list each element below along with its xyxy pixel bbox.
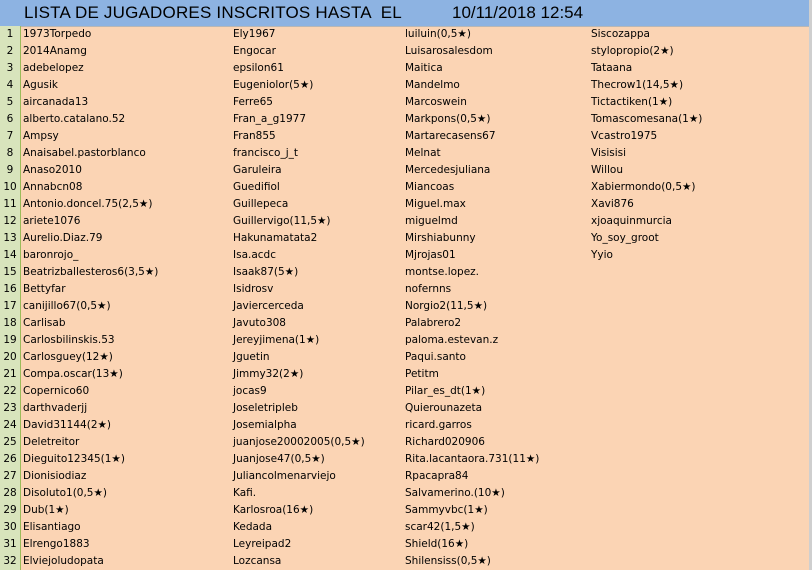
player-cell[interactable]: Guedifiol xyxy=(233,181,280,193)
player-cell[interactable]: Melnat xyxy=(405,147,441,159)
row-number: 17 xyxy=(3,300,17,312)
player-cell[interactable]: David31144(2★) xyxy=(23,419,112,431)
player-cell[interactable]: Compa.oscar(13★) xyxy=(23,368,123,380)
row-number-column xyxy=(0,26,21,570)
player-cell[interactable]: Joseletripleb xyxy=(233,402,298,414)
header-bar xyxy=(0,0,812,27)
row-number: 1 xyxy=(6,28,14,40)
row-number: 30 xyxy=(3,521,17,533)
row-number: 29 xyxy=(3,504,17,516)
player-cell[interactable]: luiluin(0,5★) xyxy=(405,28,471,40)
player-cell[interactable]: Miguel.max xyxy=(405,198,466,210)
row-number: 23 xyxy=(3,402,17,414)
player-cell[interactable]: Tictactiken(1★) xyxy=(591,96,673,108)
player-cell[interactable]: Hakunamatata2 xyxy=(233,232,318,244)
player-column-2 xyxy=(233,26,401,570)
player-cell[interactable]: Mjrojas01 xyxy=(405,249,456,261)
row-number: 8 xyxy=(6,147,14,159)
row-number: 27 xyxy=(3,470,17,482)
player-cell[interactable]: canijillo67(0,5★) xyxy=(23,300,111,312)
player-cell[interactable]: Isidrosv xyxy=(233,283,274,295)
player-cell[interactable]: Antonio.doncel.75(2,5★) xyxy=(23,198,153,210)
player-cell[interactable]: Juliancolmenarviejo xyxy=(233,470,336,482)
player-column-4 xyxy=(591,26,809,570)
player-cell[interactable]: Petitm xyxy=(405,368,439,380)
player-cell[interactable]: Carlisab xyxy=(23,317,66,329)
player-cell[interactable]: Thecrow1(14,5★) xyxy=(591,79,684,91)
player-cell[interactable]: Engocar xyxy=(233,45,276,57)
row-number: 19 xyxy=(3,334,17,346)
row-number: 12 xyxy=(3,215,17,227)
player-cell[interactable]: Shilensiss(0,5★) xyxy=(405,555,491,567)
player-cell[interactable]: Garuleira xyxy=(233,164,282,176)
player-cell[interactable]: Lozcansa xyxy=(233,555,282,567)
player-cell[interactable]: Bettyfar xyxy=(23,283,66,295)
player-cell[interactable]: Agusik xyxy=(23,79,58,91)
player-cell[interactable]: adebelopez xyxy=(23,62,84,74)
player-cell[interactable]: Jguetin xyxy=(233,351,270,363)
player-cell[interactable]: ariete1076 xyxy=(23,215,81,227)
player-cell[interactable]: Isaak87(5★) xyxy=(233,266,299,278)
player-cell[interactable]: darthvaderjj xyxy=(23,402,88,414)
row-number: 28 xyxy=(3,487,17,499)
player-cell[interactable]: Josemialpha xyxy=(233,419,297,431)
player-cell[interactable]: Tomascomesana(1★) xyxy=(591,113,703,125)
player-cell[interactable]: scar42(1,5★) xyxy=(405,521,475,533)
player-cell[interactable]: Shield(16★) xyxy=(405,538,469,550)
player-cell[interactable]: aircanada13 xyxy=(23,96,89,108)
row-number: 5 xyxy=(6,96,14,108)
player-cell[interactable]: Carlosbilinskis.53 xyxy=(23,334,115,346)
player-cell[interactable]: Yo_soy_groot xyxy=(591,232,659,244)
player-cell[interactable]: Rpacapra84 xyxy=(405,470,469,482)
player-cell[interactable]: francisco_j_t xyxy=(233,147,298,159)
player-cell[interactable]: Mercedesjuliana xyxy=(405,164,491,176)
row-number: 22 xyxy=(3,385,17,397)
player-cell[interactable]: Mandelmo xyxy=(405,79,460,91)
player-cell[interactable]: nofernns xyxy=(405,283,452,295)
player-cell[interactable]: Karlosroa(16★) xyxy=(233,504,314,516)
player-cell[interactable]: Ely1967 xyxy=(233,28,276,40)
player-cell[interactable]: stylopropio(2★) xyxy=(591,45,674,57)
player-cell[interactable]: Richard020906 xyxy=(405,436,485,448)
player-cell[interactable]: Guillepeca xyxy=(233,198,289,210)
player-cell[interactable]: Anaso2010 xyxy=(23,164,82,176)
player-cell[interactable]: Juanjose47(0,5★) xyxy=(233,453,325,465)
player-cell[interactable]: 1973Torpedo xyxy=(23,28,92,40)
player-cell[interactable]: Quierounazeta xyxy=(405,402,483,414)
player-cell[interactable]: Carlosguey(12★) xyxy=(23,351,113,363)
player-cell[interactable]: Javiercerceda xyxy=(233,300,304,312)
timestamp: 10/11/2018 12:54 xyxy=(452,3,584,22)
row-number: 10 xyxy=(3,181,17,193)
player-cell[interactable]: Maitica xyxy=(405,62,443,74)
row-number: 21 xyxy=(3,368,17,380)
player-cell[interactable]: paloma.estevan.z xyxy=(405,334,499,346)
player-cell[interactable]: Javuto308 xyxy=(233,317,286,329)
row-number: 9 xyxy=(6,164,14,176)
player-cell[interactable]: Anaisabel.pastorblanco xyxy=(23,147,146,159)
player-cell[interactable]: Willou xyxy=(591,164,623,176)
player-cell[interactable]: Xavi876 xyxy=(591,198,634,210)
player-cell[interactable]: Pilar_es_dt(1★) xyxy=(405,385,486,397)
player-cell[interactable]: Leyreipad2 xyxy=(233,538,292,550)
row-number: 14 xyxy=(3,249,17,261)
player-cell[interactable]: Kedada xyxy=(233,521,273,533)
row-number: 18 xyxy=(3,317,17,329)
player-column-3 xyxy=(405,26,589,570)
row-number: 16 xyxy=(3,283,17,295)
player-cell[interactable]: Ferre65 xyxy=(233,96,273,108)
player-cell[interactable]: jocas9 xyxy=(233,385,267,397)
player-cell[interactable]: Luisarosalesdom xyxy=(405,45,493,57)
page-title: LISTA DE JUGADORES INSCRITOS HASTA EL xyxy=(24,3,402,22)
player-cell[interactable]: Fran855 xyxy=(233,130,276,142)
player-cell[interactable]: alberto.catalano.52 xyxy=(23,113,126,125)
player-cell[interactable]: Guillervigo(11,5★) xyxy=(233,215,331,227)
player-cell[interactable]: Palabrero2 xyxy=(405,317,462,329)
player-cell[interactable]: Elrengo1883 xyxy=(23,538,90,550)
row-number: 3 xyxy=(6,62,14,74)
player-cell[interactable]: xjoaquinmurcia xyxy=(591,215,672,227)
row-number: 6 xyxy=(6,113,14,125)
player-cell[interactable]: 2014Anamg xyxy=(23,45,87,57)
player-cell[interactable]: Elviejoludopata xyxy=(23,555,104,567)
player-cell[interactable]: Dub(1★) xyxy=(23,504,69,516)
player-cell[interactable]: Siscozappa xyxy=(591,28,650,40)
player-cell[interactable]: miguelmd xyxy=(405,215,458,227)
player-cell[interactable]: baronrojo_ xyxy=(23,249,79,261)
player-cell[interactable]: Mirshiabunny xyxy=(405,232,476,244)
player-cell[interactable]: Kafi. xyxy=(233,487,257,499)
player-cell[interactable]: Eugeniolor(5★) xyxy=(233,79,314,91)
player-cell[interactable]: montse.lopez. xyxy=(405,266,480,278)
player-cell[interactable]: juanjose20002005(0,5★) xyxy=(233,436,365,448)
player-cell[interactable]: Aurelio.Diaz.79 xyxy=(23,232,103,244)
player-cell[interactable]: Jimmy32(2★) xyxy=(233,368,304,380)
row-number: 2 xyxy=(6,45,14,57)
player-column-1 xyxy=(23,26,229,570)
player-cell[interactable]: Disoluto1(0,5★) xyxy=(23,487,107,499)
player-cell[interactable]: Elisantiago xyxy=(23,521,81,533)
player-cell[interactable]: Norgio2(11,5★) xyxy=(405,300,488,312)
player-cell[interactable]: Annabcn08 xyxy=(23,181,83,193)
player-cell[interactable]: Dionisiodiaz xyxy=(23,470,87,482)
row-number: 13 xyxy=(3,232,17,244)
player-cell[interactable]: Tataana xyxy=(591,62,633,74)
player-cell[interactable]: Fran_a_g1977 xyxy=(233,113,307,125)
player-cell[interactable]: epsilon61 xyxy=(233,62,284,74)
player-cell[interactable]: Paqui.santo xyxy=(405,351,466,363)
player-cell[interactable]: Vcastro1975 xyxy=(591,130,658,142)
row-number: 31 xyxy=(3,538,17,550)
player-cell[interactable]: Sammyvbc(1★) xyxy=(405,504,488,516)
row-number: 26 xyxy=(3,453,17,465)
row-number: 15 xyxy=(3,266,17,278)
player-cell[interactable]: ricard.garros xyxy=(405,419,472,431)
player-cell[interactable]: Miancoas xyxy=(405,181,455,193)
player-cell[interactable]: Beatrizballesteros6(3,5★) xyxy=(23,266,159,278)
row-number: 20 xyxy=(3,351,17,363)
player-cell[interactable]: Yyio xyxy=(591,249,613,261)
player-cell[interactable]: Deletreitor xyxy=(23,436,80,448)
player-cell[interactable]: Rita.lacantaora.731(11★) xyxy=(405,453,540,465)
player-cell[interactable]: Ampsy xyxy=(23,130,59,142)
player-cell[interactable]: Dieguito12345(1★) xyxy=(23,453,125,465)
player-cell[interactable]: Martarecasens67 xyxy=(405,130,496,142)
row-number: 24 xyxy=(3,419,17,431)
player-cell[interactable]: Copernico60 xyxy=(23,385,90,397)
row-number: 32 xyxy=(3,555,17,567)
player-cell[interactable]: Isa.acdc xyxy=(233,249,276,261)
row-number: 11 xyxy=(3,198,17,210)
player-cell[interactable]: Salvamerino.(10★) xyxy=(405,487,505,499)
row-number: 25 xyxy=(3,436,17,448)
player-cell[interactable]: Jereyjimena(1★) xyxy=(233,334,320,346)
row-number: 7 xyxy=(6,130,14,142)
row-number: 4 xyxy=(6,79,14,91)
player-cell[interactable]: Visisisi xyxy=(591,147,627,159)
player-cell[interactable]: Xabiermondo(0,5★) xyxy=(591,181,696,193)
player-cell[interactable]: Marcoswein xyxy=(405,96,467,108)
player-cell[interactable]: Markpons(0,5★) xyxy=(405,113,491,125)
